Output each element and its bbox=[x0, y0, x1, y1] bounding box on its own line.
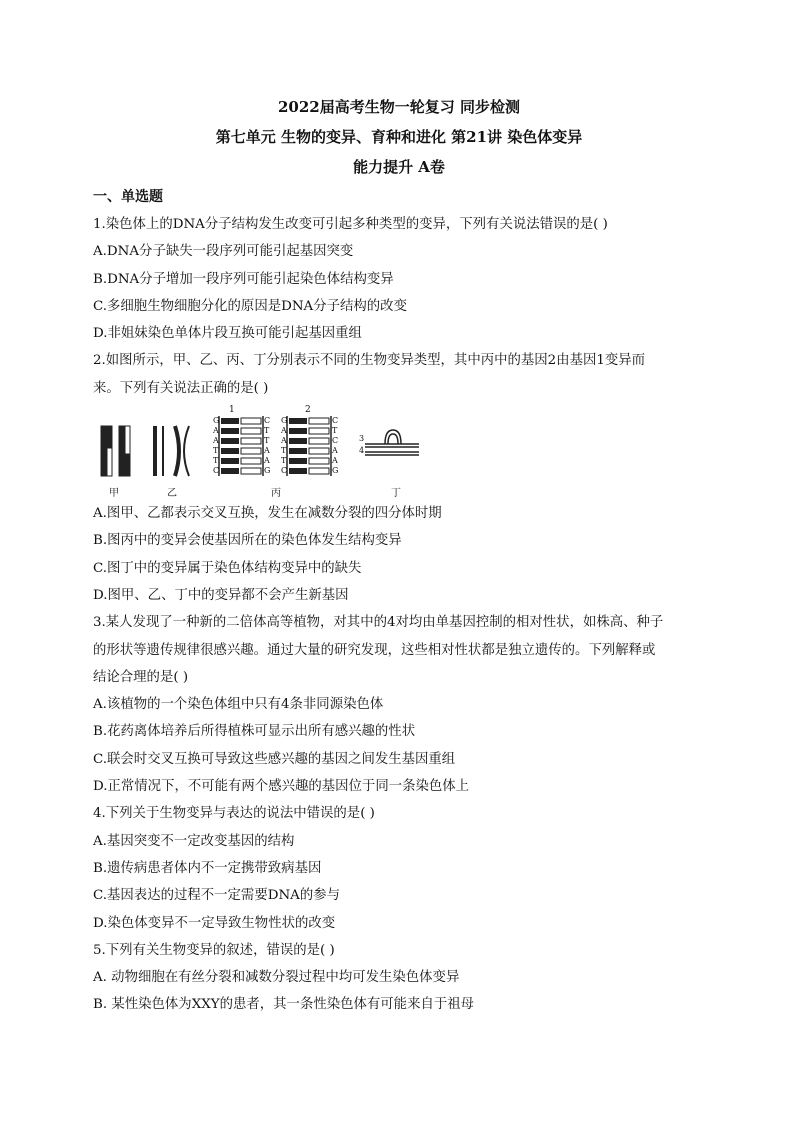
figure-label-jia: 甲 bbox=[109, 488, 119, 500]
figure-base-letter: G bbox=[213, 416, 220, 426]
q1-option-c: C.多细胞生物细胞分化的原因是DNA分子结构的改变 bbox=[93, 298, 407, 314]
figure-yi-chromosomes bbox=[155, 426, 189, 476]
q1-option-b: B.DNA分子增加一段序列可能引起染色体结构变异 bbox=[93, 271, 394, 287]
figure-base-letter: G bbox=[264, 466, 271, 476]
figure-base-letter: A bbox=[332, 456, 338, 466]
figure-drawing bbox=[93, 404, 423, 496]
q2-stem-1: 2.如图所示，甲、乙、丙、丁分别表示不同的生物变异类型，其中丙中的基因2由基因1变异而 bbox=[93, 353, 646, 369]
doc-title-2: 第七单元 生物的变异、育种和进化 第21讲 染色体变异 bbox=[215, 128, 583, 146]
q3-stem-3: 结论合理的是( ) bbox=[93, 669, 189, 685]
figure-base-letter: G bbox=[281, 416, 288, 426]
q4-option-b: B.遗传病患者体内不一定携带致病基因 bbox=[93, 860, 322, 876]
figure-base-letter: A bbox=[264, 446, 270, 456]
q4-option-c: C.基因表达的过程不一定需要DNA的参与 bbox=[93, 888, 341, 904]
figure-label-yi: 乙 bbox=[167, 488, 177, 500]
figure-base-letter: C bbox=[213, 466, 220, 476]
figure-base-letter: C bbox=[281, 466, 288, 476]
q3-stem-1: 3.某人发现了一种新的二倍体高等植物，对其中的4对均由单基因控制的相对性状，如株高、种子 bbox=[93, 615, 664, 631]
q2-option-b: B.图丙中的变异会使基因所在的染色体发生结构变异 bbox=[93, 533, 402, 549]
q3-option-d: D.正常情况下，不可能有两个感兴趣的基因位于同一条染色体上 bbox=[93, 779, 470, 795]
q1-stem: 1.染色体上的DNA分子结构发生改变可引起多种类型的变异，下列有关说法错误的是( ) bbox=[93, 217, 608, 232]
figure-ding-chromosomes bbox=[365, 430, 419, 455]
figure-bing-dna-1 bbox=[219, 416, 263, 476]
figure-base-letter: C bbox=[264, 416, 271, 426]
figure-gene-2-label: 2 bbox=[305, 405, 311, 416]
document-page bbox=[93, 92, 705, 1019]
figure-base-letter: A bbox=[213, 426, 219, 436]
figure-base-letter: T bbox=[213, 446, 219, 456]
doc-title-3: 能力提升 A卷 bbox=[353, 158, 445, 176]
variation-figure bbox=[93, 404, 705, 500]
q1-option-a: A.DNA分子缺失一段序列可能引起基因突变 bbox=[93, 244, 354, 260]
figure-gene-4-label: 4 bbox=[359, 446, 365, 456]
figure-jia-chromosomes bbox=[101, 426, 130, 476]
q5-option-b: B. 某性染色体为XXY的患者，其一条性染色体有可能来自于祖母 bbox=[93, 997, 475, 1013]
q4-option-d: D.染色体变异不一定导致生物性状的改变 bbox=[93, 915, 336, 931]
q3-stem-2: 的形状等遗传规律很感兴趣。通过大量的研究发现，这些相对性状都是独立遗传的。下列解释或 bbox=[93, 642, 656, 658]
figure-base-letter: C bbox=[332, 416, 339, 426]
q3-option-a: A.该植物的一个染色体组中只有4条非同源染色体 bbox=[93, 697, 384, 713]
figure-base-letter: A bbox=[213, 436, 219, 446]
q4-stem: 4.下列关于生物变异与表达的说法中错误的是( ) bbox=[93, 806, 375, 822]
figure-base-letter: A bbox=[332, 446, 338, 456]
figure-base-letter: G bbox=[332, 466, 339, 476]
q3-option-c: C.联会时交叉互换可导致这些感兴趣的基因之间发生基因重组 bbox=[93, 751, 456, 767]
figure-base-letter: T bbox=[281, 456, 287, 466]
q4-option-a: A.基因突变不一定改变基因的结构 bbox=[93, 833, 295, 849]
q2-stem-2: 来。下列有关说法正确的是( ) bbox=[93, 380, 269, 396]
figure-base-letter: A bbox=[281, 426, 287, 436]
figure-base-letter: C bbox=[332, 436, 339, 446]
figure-base-letter: T bbox=[264, 436, 270, 446]
section-heading: 一、单选题 bbox=[93, 189, 163, 205]
figure-base-letter: T bbox=[264, 426, 270, 436]
figure-base-letter: T bbox=[281, 446, 287, 456]
figure-gene-3-label: 3 bbox=[359, 434, 365, 444]
figure-bing-dna-2 bbox=[287, 416, 331, 476]
q2-option-c: C.图丁中的变异属于染色体结构变异中的缺失 bbox=[93, 560, 362, 576]
q2-option-a: A.图甲、乙都表示交叉互换，发生在减数分裂的四分体时期 bbox=[93, 506, 442, 522]
q5-stem: 5.下列有关生物变异的叙述，错误的是( ) bbox=[93, 942, 335, 958]
q2-option-d: D.图甲、乙、丁中的变异都不会产生新基因 bbox=[93, 587, 349, 603]
q3-option-b: B.花药离体培养后所得植株可显示出所有感兴趣的性状 bbox=[93, 724, 416, 740]
figure-label-ding: 丁 bbox=[391, 488, 401, 500]
figure-gene-1-label: 1 bbox=[229, 405, 235, 416]
figure-base-letter: T bbox=[332, 426, 338, 436]
figure-base-letter: A bbox=[281, 436, 287, 446]
q1-option-d: D.非姐妹染色单体片段互换可能引起基因重组 bbox=[93, 326, 362, 342]
figure-base-letter: A bbox=[264, 456, 270, 466]
figure-base-letter: T bbox=[213, 456, 219, 466]
q5-option-a: A. 动物细胞在有丝分裂和减数分裂过程中均可发生染色体变异 bbox=[93, 970, 460, 986]
doc-title-1: 2022届高考生物一轮复习 同步检测 bbox=[278, 98, 520, 116]
figure-label-bing: 丙 bbox=[271, 488, 281, 500]
